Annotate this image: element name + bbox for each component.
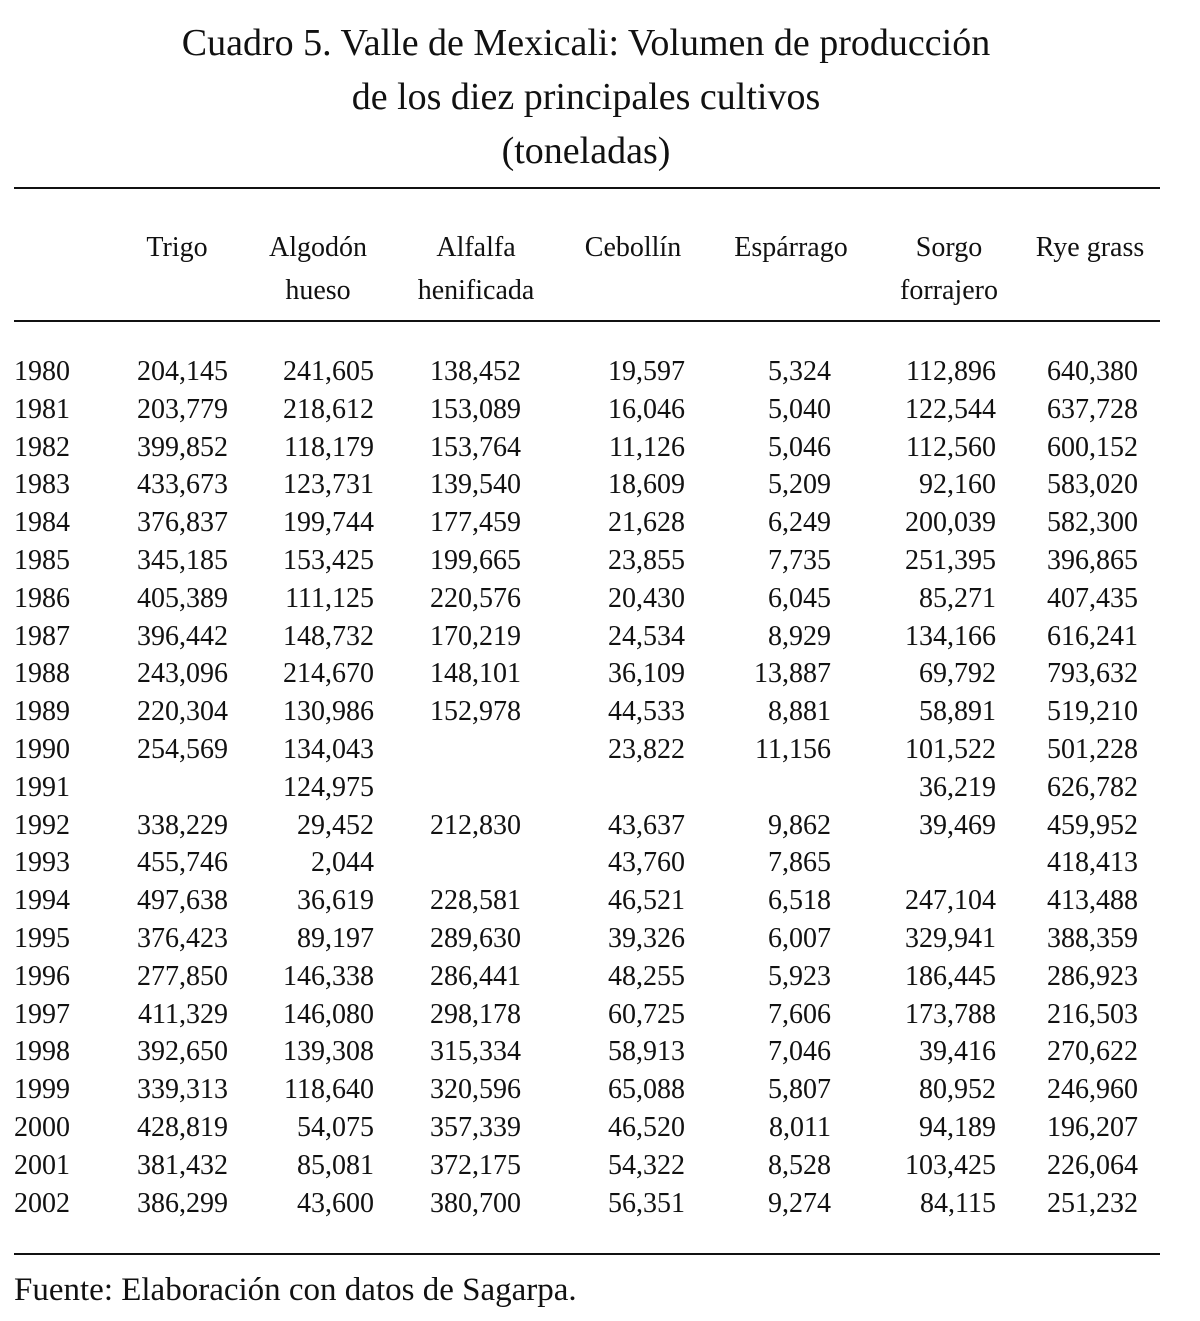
cell-cebollin: 20,430 — [608, 582, 685, 614]
table-row — [0, 655, 1200, 693]
table-row — [0, 1147, 1200, 1185]
cell-year: 1993 — [14, 847, 70, 879]
cell-cebollin: 44,533 — [608, 696, 685, 728]
cell-sorgo-forrajero: 69,792 — [919, 658, 996, 690]
cell-year: 1996 — [14, 960, 70, 992]
cell-algodon-hueso: 130,986 — [283, 696, 374, 728]
cell-trigo: 376,837 — [137, 507, 228, 539]
cell-sorgo-forrajero: 329,941 — [905, 922, 996, 954]
cell-sorgo-forrajero: 85,271 — [919, 582, 996, 614]
title-line-1: Cuadro 5. Valle de Mexicali: Volumen de producción — [181, 22, 991, 64]
cell-algodon-hueso: 146,080 — [283, 998, 374, 1030]
cell-esparrago: 5,324 — [768, 356, 831, 387]
cell-esparrago: 6,045 — [768, 582, 831, 614]
cell-algodon-hueso: 241,605 — [283, 356, 374, 387]
cell-trigo: 381,432 — [137, 1149, 228, 1181]
cell-sorgo-forrajero: 101,522 — [905, 733, 996, 765]
title-line-3: (toneladas) — [501, 130, 671, 172]
cell-esparrago: 11,156 — [755, 733, 831, 765]
cell-rye-grass: 270,622 — [1047, 1036, 1138, 1068]
table-row — [0, 807, 1200, 845]
cell-trigo: 204,145 — [137, 356, 228, 387]
cell-trigo: 392,650 — [137, 1036, 228, 1068]
cell-trigo: 428,819 — [137, 1111, 228, 1143]
table-row — [0, 920, 1200, 958]
cell-trigo: 405,389 — [137, 582, 228, 614]
cell-esparrago: 7,046 — [768, 1036, 831, 1068]
cell-trigo: 220,304 — [137, 696, 228, 728]
cell-esparrago: 5,209 — [768, 469, 831, 501]
cell-esparrago: 5,923 — [768, 960, 831, 992]
table-body — [0, 353, 1200, 1222]
cell-rye-grass: 286,923 — [1047, 960, 1138, 992]
cell-alfalfa-henificada: 139,540 — [430, 469, 521, 501]
cell-algodon-hueso: 43,600 — [297, 1187, 374, 1219]
table-row — [0, 996, 1200, 1034]
cell-sorgo-forrajero: 251,395 — [905, 544, 996, 576]
table-row — [0, 353, 1200, 391]
cell-sorgo-forrajero: 94,189 — [919, 1111, 996, 1143]
cell-rye-grass: 616,241 — [1047, 620, 1138, 652]
cell-rye-grass: 582,300 — [1047, 507, 1138, 539]
cell-alfalfa-henificada: 199,665 — [430, 544, 521, 576]
cell-rye-grass: 216,503 — [1047, 998, 1138, 1030]
cell-algodon-hueso: 139,308 — [283, 1036, 374, 1068]
cell-trigo: 455,746 — [137, 847, 228, 879]
cell-esparrago: 13,887 — [754, 658, 831, 690]
cell-sorgo-forrajero: 200,039 — [905, 507, 996, 539]
table-row — [0, 769, 1200, 807]
cell-trigo: 399,852 — [137, 431, 228, 463]
cell-rye-grass: 418,413 — [1047, 847, 1138, 879]
table-row — [0, 693, 1200, 731]
column-header-trigo: Trigo — [146, 232, 208, 263]
table-row — [0, 466, 1200, 504]
cell-algodon-hueso: 29,452 — [297, 809, 374, 841]
cell-esparrago: 8,929 — [768, 620, 831, 652]
cell-year: 1998 — [14, 1036, 70, 1068]
cell-trigo: 277,850 — [137, 960, 228, 992]
cell-esparrago: 9,274 — [768, 1187, 831, 1219]
cell-cebollin: 24,534 — [608, 620, 685, 652]
table-row — [0, 1185, 1200, 1223]
cell-sorgo-forrajero: 39,469 — [919, 809, 996, 841]
cell-cebollin: 16,046 — [608, 393, 685, 425]
table-row — [0, 882, 1200, 920]
cell-alfalfa-henificada: 138,452 — [430, 356, 521, 387]
table-row — [0, 391, 1200, 429]
cell-cebollin: 43,637 — [608, 809, 685, 841]
cell-year: 1982 — [14, 431, 70, 463]
cell-trigo: 497,638 — [137, 885, 228, 917]
cell-rye-grass: 407,435 — [1047, 582, 1138, 614]
cell-cebollin: 23,822 — [608, 733, 685, 765]
table-row — [0, 958, 1200, 996]
cell-esparrago: 9,862 — [768, 809, 831, 841]
cell-year: 1986 — [14, 582, 70, 614]
table-row — [0, 504, 1200, 542]
cell-year: 1989 — [14, 696, 70, 728]
cell-algodon-hueso: 134,043 — [283, 733, 374, 765]
cell-rye-grass: 793,632 — [1047, 658, 1138, 690]
cell-year: 1991 — [14, 771, 70, 803]
column-header-algodon-hueso: Algodón hueso — [269, 232, 367, 306]
cell-algodon-hueso: 146,338 — [283, 960, 374, 992]
cell-algodon-hueso: 36,619 — [297, 885, 374, 917]
cell-year: 1999 — [14, 1074, 70, 1106]
cell-esparrago: 7,606 — [768, 998, 831, 1030]
cell-year: 1994 — [14, 885, 70, 917]
cell-rye-grass: 626,782 — [1047, 771, 1138, 803]
cell-esparrago: 5,046 — [768, 431, 831, 463]
cell-cebollin: 39,326 — [608, 922, 685, 954]
cell-alfalfa-henificada: 152,978 — [430, 696, 521, 728]
cell-algodon-hueso: 218,612 — [283, 393, 374, 425]
cell-alfalfa-henificada: 286,441 — [430, 960, 521, 992]
cell-sorgo-forrajero: 39,416 — [919, 1036, 996, 1068]
cell-year: 2000 — [14, 1111, 70, 1143]
source-note: Fuente: Elaboración con datos de Sagarpa. — [14, 1272, 577, 1308]
column-header-rye-grass: Rye grass — [1035, 232, 1145, 263]
column-header-sorgo-forrajero: Sorgo forrajero — [900, 232, 998, 306]
cell-algodon-hueso: 2,044 — [311, 847, 374, 879]
cell-algodon-hueso: 123,731 — [283, 469, 374, 501]
table-row — [0, 1033, 1200, 1071]
cell-year: 2002 — [14, 1187, 70, 1219]
cell-trigo: 243,096 — [137, 658, 228, 690]
cell-year: 1990 — [14, 733, 70, 765]
cell-sorgo-forrajero: 92,160 — [919, 469, 996, 501]
cell-alfalfa-henificada: 170,219 — [430, 620, 521, 652]
cell-algodon-hueso: 54,075 — [297, 1111, 374, 1143]
table-row — [0, 542, 1200, 580]
cell-rye-grass: 251,232 — [1047, 1187, 1138, 1219]
cell-rye-grass: 583,020 — [1047, 469, 1138, 501]
cell-year: 2001 — [14, 1149, 70, 1181]
table-row — [0, 731, 1200, 769]
cell-year: 1985 — [14, 544, 70, 576]
cell-algodon-hueso: 214,670 — [283, 658, 374, 690]
cell-alfalfa-henificada: 315,334 — [430, 1036, 521, 1068]
cell-sorgo-forrajero: 173,788 — [905, 998, 996, 1030]
cell-algodon-hueso: 118,179 — [284, 431, 374, 463]
cell-rye-grass: 640,380 — [1047, 356, 1138, 387]
cell-rye-grass: 413,488 — [1047, 885, 1138, 917]
cell-esparrago: 6,518 — [768, 885, 831, 917]
cell-algodon-hueso: 89,197 — [297, 922, 374, 954]
cell-cebollin: 36,109 — [608, 658, 685, 690]
cell-cebollin: 18,609 — [608, 469, 685, 501]
cell-alfalfa-henificada: 212,830 — [430, 809, 521, 841]
cell-algodon-hueso: 111,125 — [285, 582, 374, 614]
cell-cebollin: 23,855 — [608, 544, 685, 576]
cell-esparrago: 8,528 — [768, 1149, 831, 1181]
cell-alfalfa-henificada: 380,700 — [430, 1187, 521, 1219]
header-rule — [14, 320, 1160, 322]
cell-cebollin: 54,322 — [608, 1149, 685, 1181]
cell-cebollin: 43,760 — [608, 847, 685, 879]
bottom-rule — [14, 1253, 1160, 1255]
table-row — [0, 844, 1200, 882]
cell-year: 1992 — [14, 809, 70, 841]
cell-year: 1987 — [14, 620, 70, 652]
cell-cebollin: 65,088 — [608, 1074, 685, 1106]
cell-esparrago: 5,807 — [768, 1074, 831, 1106]
cell-esparrago: 8,011 — [769, 1111, 831, 1143]
cell-alfalfa-henificada: 228,581 — [430, 885, 521, 917]
cell-alfalfa-henificada: 153,764 — [430, 431, 521, 463]
cell-year: 1988 — [14, 658, 70, 690]
cell-trigo: 203,779 — [137, 393, 228, 425]
cell-cebollin: 60,725 — [608, 998, 685, 1030]
cell-trigo: 338,229 — [137, 809, 228, 841]
cell-esparrago: 5,040 — [768, 393, 831, 425]
cell-algodon-hueso: 199,744 — [283, 507, 374, 539]
table-row — [0, 1071, 1200, 1109]
cell-algodon-hueso: 124,975 — [283, 771, 374, 803]
table-row — [0, 580, 1200, 618]
cell-cebollin: 46,520 — [608, 1111, 685, 1143]
cell-alfalfa-henificada: 298,178 — [430, 998, 521, 1030]
cell-year: 1995 — [14, 922, 70, 954]
column-header-cebollin: Cebollín — [584, 232, 682, 263]
cell-cebollin: 56,351 — [608, 1187, 685, 1219]
cell-algodon-hueso: 148,732 — [283, 620, 374, 652]
cell-cebollin: 46,521 — [608, 885, 685, 917]
table-title — [0, 16, 1172, 178]
cell-rye-grass: 637,728 — [1047, 393, 1138, 425]
cell-alfalfa-henificada: 177,459 — [430, 507, 521, 539]
cell-trigo: 376,423 — [137, 922, 228, 954]
cell-esparrago: 8,881 — [768, 696, 831, 728]
cell-alfalfa-henificada: 220,576 — [430, 582, 521, 614]
cell-year: 1983 — [14, 469, 70, 501]
cell-algodon-hueso: 153,425 — [283, 544, 374, 576]
cell-trigo: 345,185 — [137, 544, 228, 576]
cell-trigo: 396,442 — [137, 620, 228, 652]
cell-alfalfa-henificada: 153,089 — [430, 393, 521, 425]
cell-alfalfa-henificada: 357,339 — [430, 1111, 521, 1143]
cell-trigo: 386,299 — [137, 1187, 228, 1219]
cell-esparrago: 6,007 — [768, 922, 831, 954]
cell-cebollin: 11,126 — [609, 431, 685, 463]
cell-trigo: 411,329 — [138, 998, 228, 1030]
cell-alfalfa-henificada: 320,596 — [430, 1074, 521, 1106]
table-row — [0, 429, 1200, 467]
column-header-alfalfa-henificada: Alfalfa henificada — [417, 232, 535, 306]
cell-alfalfa-henificada: 148,101 — [430, 658, 521, 690]
top-rule — [14, 187, 1160, 189]
cell-rye-grass: 396,865 — [1047, 544, 1138, 576]
cell-sorgo-forrajero: 112,560 — [906, 431, 996, 463]
cell-rye-grass: 246,960 — [1047, 1074, 1138, 1106]
title-line-2: de los diez principales cultivos — [351, 76, 821, 118]
cell-rye-grass: 226,064 — [1047, 1149, 1138, 1181]
table-row — [0, 1109, 1200, 1147]
cell-trigo: 339,313 — [137, 1074, 228, 1106]
table-row — [0, 618, 1200, 656]
cell-sorgo-forrajero: 112,896 — [906, 356, 996, 387]
cell-year: 1984 — [14, 507, 70, 539]
cell-alfalfa-henificada: 372,175 — [430, 1149, 521, 1181]
cell-algodon-hueso: 118,640 — [284, 1074, 374, 1106]
cell-algodon-hueso: 85,081 — [297, 1149, 374, 1181]
cell-trigo: 433,673 — [137, 469, 228, 501]
cell-sorgo-forrajero: 80,952 — [919, 1074, 996, 1106]
cell-rye-grass: 519,210 — [1047, 696, 1138, 728]
cell-trigo: 254,569 — [137, 733, 228, 765]
cell-cebollin: 19,597 — [608, 356, 685, 387]
cell-rye-grass: 388,359 — [1047, 922, 1138, 954]
cell-cebollin: 58,913 — [608, 1036, 685, 1068]
cell-sorgo-forrajero: 122,544 — [905, 393, 996, 425]
cell-sorgo-forrajero: 103,425 — [905, 1149, 996, 1181]
cell-sorgo-forrajero: 36,219 — [919, 771, 996, 803]
cell-year: 1997 — [14, 998, 70, 1030]
cell-year: 1981 — [14, 393, 70, 425]
cell-alfalfa-henificada: 289,630 — [430, 922, 521, 954]
column-header-esparrago: Espárrago — [734, 232, 848, 263]
cell-rye-grass: 600,152 — [1047, 431, 1138, 463]
cell-sorgo-forrajero: 186,445 — [905, 960, 996, 992]
cell-year: 1980 — [14, 356, 70, 387]
cell-sorgo-forrajero: 134,166 — [905, 620, 996, 652]
cell-rye-grass: 459,952 — [1047, 809, 1138, 841]
cell-cebollin: 21,628 — [608, 507, 685, 539]
cell-esparrago: 7,735 — [768, 544, 831, 576]
cell-rye-grass: 501,228 — [1047, 733, 1138, 765]
cell-esparrago: 7,865 — [768, 847, 831, 879]
cell-sorgo-forrajero: 84,115 — [920, 1187, 996, 1219]
table-header — [0, 226, 1200, 316]
cell-rye-grass: 196,207 — [1047, 1111, 1138, 1143]
cell-sorgo-forrajero: 58,891 — [919, 696, 996, 728]
cell-sorgo-forrajero: 247,104 — [905, 885, 996, 917]
cell-cebollin: 48,255 — [608, 960, 685, 992]
cell-esparrago: 6,249 — [768, 507, 831, 539]
